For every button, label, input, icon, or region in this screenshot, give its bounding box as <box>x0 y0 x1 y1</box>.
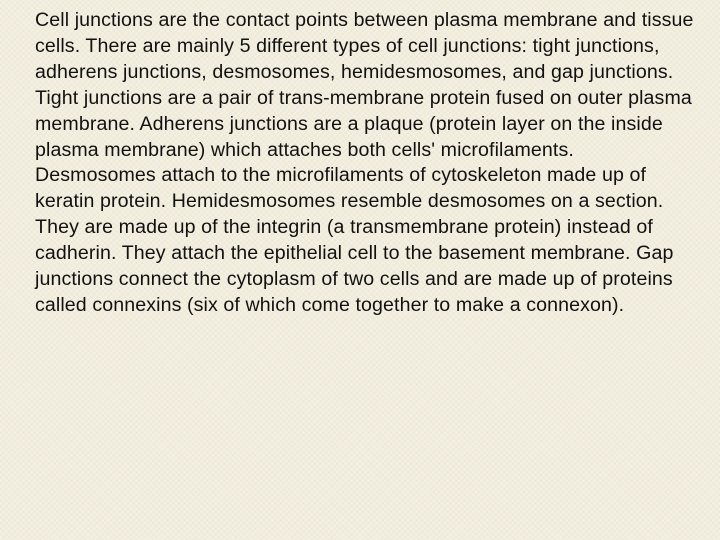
slide-body-text: Cell junctions are the contact points between plasma membrane and tissue cells. There are mainly 5 different types of cell junctions: tight junctions, adherens junctions, desmosomes, hemidesmosomes, and gap junctions. Tight junctions are a pair of trans-membrane protein fused on outer plasma membrane. Adherens junctions are a plaque (protein layer on the inside plasma membrane) which attaches both cells' microfilaments. Desmosomes attach to the microfilaments of cytoskeleton made up of keratin protein. Hemidesmosomes resemble desmosomes on a section. They are made up of the integrin (a transmembrane protein) instead of cadherin. They attach the epithelial cell to the basement membrane. Gap junctions connect the cytoplasm of two cells and are made up of proteins called connexins (six of which come together to make a connexon). <box>35 9 694 316</box>
